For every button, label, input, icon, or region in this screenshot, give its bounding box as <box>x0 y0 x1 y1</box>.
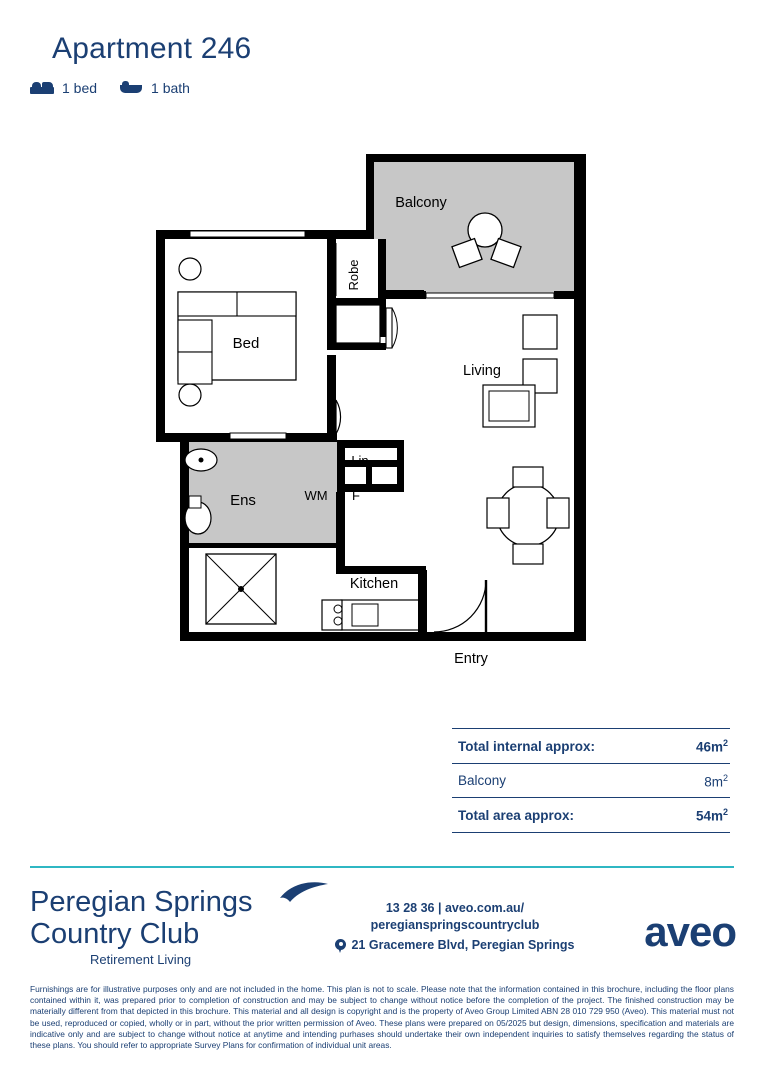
aveo-logo: aveo <box>644 908 736 955</box>
floor-plan <box>0 130 764 690</box>
room-label-living: Living <box>463 363 501 379</box>
area-label: Total area approx: <box>458 807 575 823</box>
bath-icon <box>119 80 143 96</box>
phone-web[interactable]: 13 28 36 | aveo.com.au/ <box>385 901 525 915</box>
room-label-f: F <box>352 488 360 503</box>
room-label-balcony: Balcony <box>395 195 447 211</box>
bed-icon <box>30 80 54 96</box>
spec-bath <box>119 80 190 96</box>
spec-bath-label: 1 bath <box>151 80 190 96</box>
room-label-kitchen: Kitchen <box>349 576 399 592</box>
map-pin-icon <box>335 939 346 953</box>
brand-line-2: Country Club <box>30 918 200 950</box>
table-row <box>452 763 730 798</box>
spec-bed <box>30 80 97 96</box>
room-label-wm: WM <box>304 488 328 503</box>
table-row <box>452 797 730 833</box>
room-label-bed: Bed <box>232 335 260 352</box>
room-label-entry: Entry <box>454 651 488 667</box>
table-row <box>452 728 730 763</box>
website-line2[interactable]: peregianspringscountryclub <box>370 918 540 932</box>
brand-line-3: Retirement Living <box>90 952 192 967</box>
spec-bed-label: 1 bed <box>62 80 98 96</box>
swoosh-icon <box>278 878 330 904</box>
specs-row <box>30 80 190 96</box>
room-label-robe: Robe <box>346 259 361 291</box>
brand-line-1: Peregian Springs <box>30 886 253 918</box>
room-label-lin: Lin <box>351 453 369 468</box>
area-label: Balcony <box>458 773 507 789</box>
address-text: 21 Gracemere Blvd, Peregian Springs <box>351 938 575 952</box>
area-value: $8m^2$ <box>704 772 728 789</box>
area-value: $46m^2$ <box>695 738 728 755</box>
area-label: Total internal approx: <box>458 738 596 754</box>
area-value: $54m^2$ <box>695 807 728 824</box>
disclaimer-text: Furnishings are for illustrative purposes only and are not included in the home. This plan is not to scale. Please note that the information contained in this brochure, including the floor plans contained within it, was prepared prior to completion of construction and may be subject to change without notice before the completion of the project. The finished construction may be materially different from that depicted in this brochure. This material and all design is copyright and is the property of Aveo Group Limited ABN 28 010 729 950 (Aveo). This material must not be used, reproduced or copied, wholly or in part, without the prior written permission of Aveo. These plans were prepared on 05/2025 but design, dimensions, specification and materials are indicative only and are subject to change without notice at anytime and intending purhases should undertake their own independent inquiries to satisfy themselves regarding the status of these plans. You should refer to appropriate Survey Plans for confirmation of individual unit areas. <box>30 984 734 1051</box>
page-title: Apartment 246 <box>52 32 252 65</box>
areas-table <box>452 728 730 833</box>
footer-divider <box>30 866 734 868</box>
room-label-ens: Ens <box>230 492 256 509</box>
address-line <box>330 937 580 954</box>
contact-block <box>330 900 580 954</box>
